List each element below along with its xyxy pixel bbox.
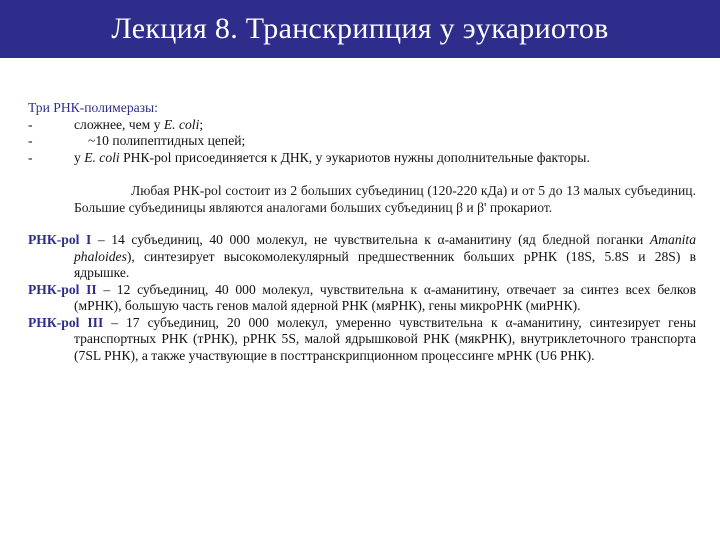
- bullet-text: у E. coli РНК-pol присоединяется к ДНК, у эукариотов нужны дополнительные факторы.: [74, 149, 590, 165]
- slide-title: Лекция 8. Транскрипция у эукариотов: [111, 12, 609, 45]
- polymerase-entry-3: РНК-pol III – 17 субъединиц, 20 000 молекул, умеренно чувствительна к α-аманитину, синтезирует гены транспортных РНК (тРНК), рРНК 5S, малой ядрышковой РНК (мякРНК), внутриклеточного транспорта (7SL РНК), а также участвующие в посттранскрипционном процессинге мРНК (U6 РНК).: [28, 314, 696, 363]
- intro-heading: Три РНК-полимеразы:: [28, 100, 158, 115]
- polymerase-name: РНК-pol I: [28, 232, 92, 247]
- bullet-text: сложнее, чем у E. coli;: [74, 116, 204, 132]
- bullet-text: ~10 полипептидных цепей;: [88, 133, 246, 148]
- bullet-item: [28, 133, 696, 150]
- polymerase-name: РНК-pol II: [28, 281, 97, 297]
- slide-header: [0, 0, 720, 58]
- bullet-item: [28, 150, 696, 167]
- polymerase-name: РНК-pol III: [28, 314, 104, 330]
- polymerase-entry-2: РНК-pol II – 12 субъединиц, 40 000 молекул, чувствительна к α-аманитину, отвечает за синтез всех белков (мРНК), большую часть генов малой ядерной РНК (мяРНК), гены микроРНК (миРНК).: [28, 281, 697, 313]
- bullet-dash: -: [28, 116, 33, 132]
- bullet-dash: -: [28, 133, 33, 148]
- polymerase-entry-1: РНК-pol I – 14 субъединиц, 40 000 молекул, не чувствительна к α-аманитину (яд бледной поганки Amanita phaloides), синтезирует высокомолекулярный предшественник больших рРНК (18S, 5.8S и 28S) в ядрышке.: [28, 232, 696, 280]
- subunit-paragraph: Любая РНК-pol состоит из 2 больших субъединиц (120-220 кДа) и от 5 до 13 малых субъединиц. Большие субъединицы являются аналогами больших субъединиц β и β' прокариот.: [74, 183, 696, 215]
- slide-content: [28, 100, 696, 364]
- polymerase-list: [28, 232, 696, 364]
- bullet-dash: -: [28, 149, 33, 165]
- bullet-item: [28, 117, 696, 134]
